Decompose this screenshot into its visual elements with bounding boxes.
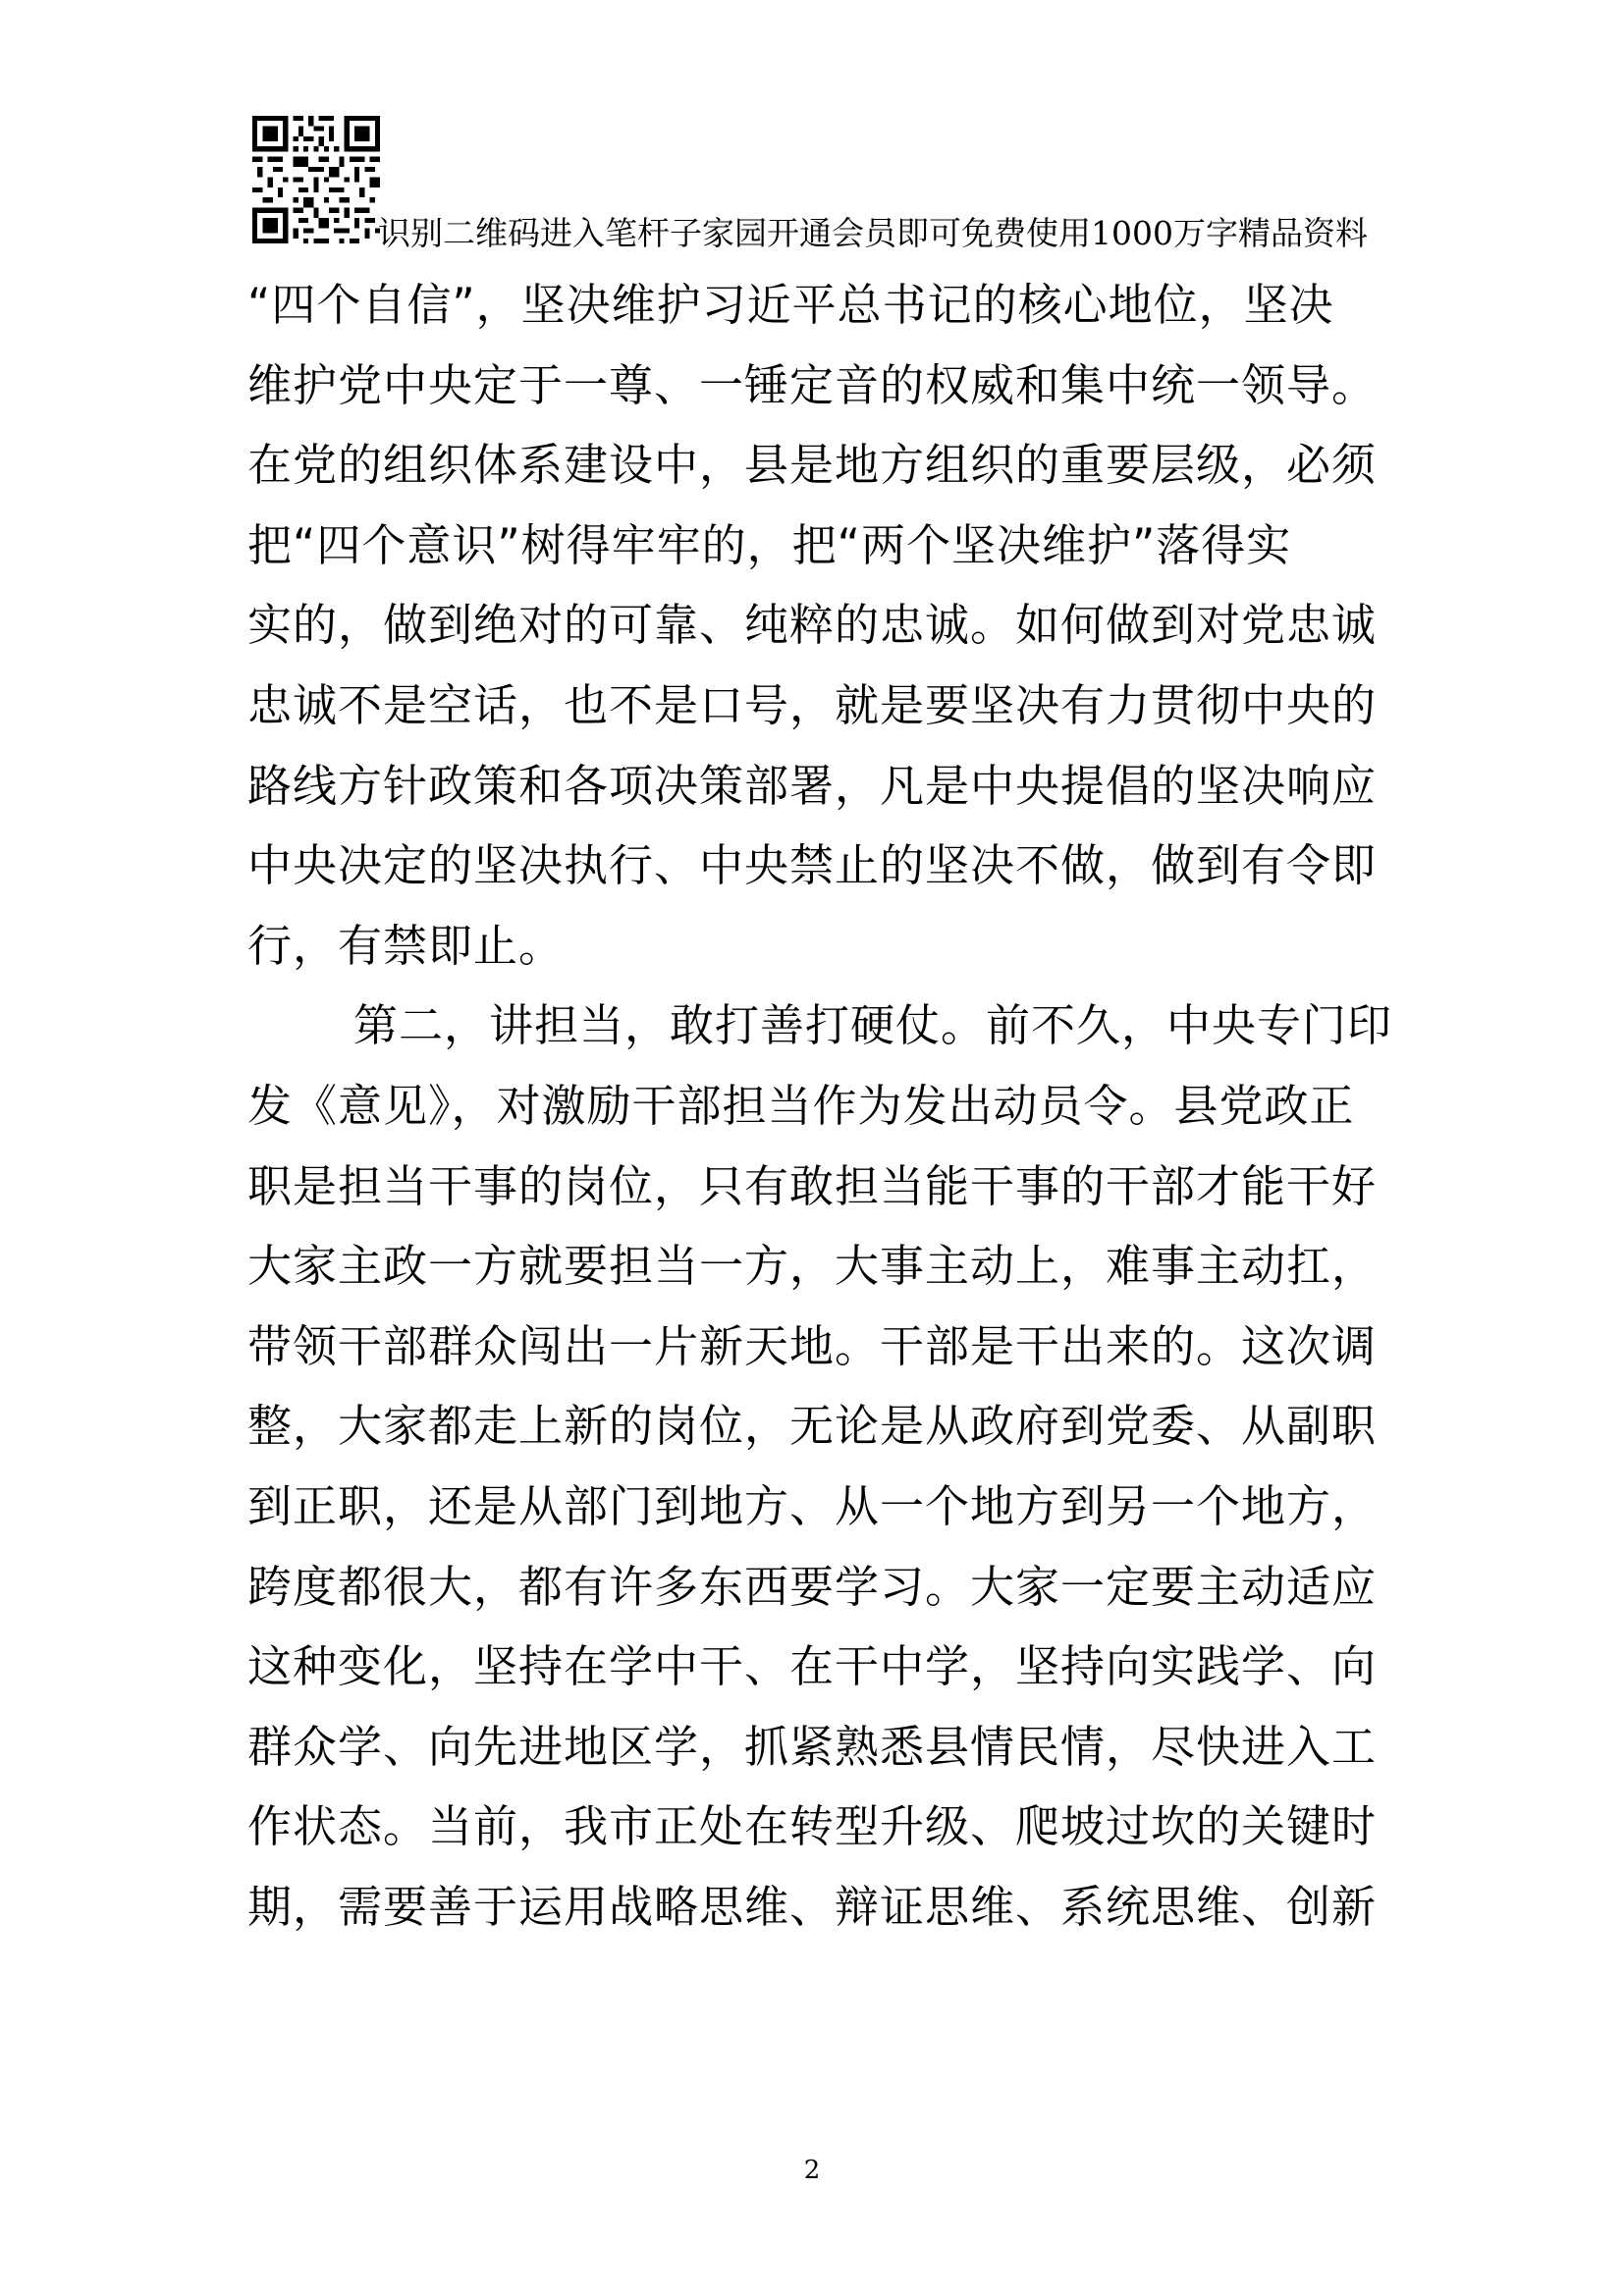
text-line: 到正职，还是从部门到地方、从一个地方到另一个地方， xyxy=(247,1479,1378,1532)
text-line: 实的，做到绝对的可靠、纯粹的忠诚。如何做到对党忠诚 xyxy=(247,599,1378,652)
text-line: 大家主政一方就要担当一方，大事主动上，难事主动扛， xyxy=(247,1240,1378,1293)
header-promo-note: 识别二维码进入笔杆子家园开通会员即可免费使用1000万字精品资料 xyxy=(378,214,1368,252)
text-line: 作状态。当前，我市正处在转型升级、爬坡过坎的关键时 xyxy=(247,1800,1378,1853)
text-line: 发《意见》，对激励干部担当作为发出动员令。县党政正 xyxy=(247,1079,1355,1132)
text-line: “四个自信”，坚决维护习近平总书记的核心地位，坚决 xyxy=(247,279,1334,331)
text-line: 这种变化，坚持在学中干、在干中学，坚持向实践学、向 xyxy=(247,1640,1378,1693)
page-number: 2 xyxy=(803,2156,821,2185)
text-line: 整，大家都走上新的岗位，无论是从政府到党委、从副职 xyxy=(247,1400,1378,1453)
text-line: 忠诚不是空话，也不是口号，就是要坚决有力贯彻中央的 xyxy=(247,678,1378,731)
text-line: 群众学、向先进地区学，抓紧熟悉县情民情，尽快进入工 xyxy=(247,1720,1378,1773)
text-line: 中央决定的坚决执行、中央禁止的坚决不做，做到有令即 xyxy=(247,839,1378,892)
text-line: 维护党中央定于一尊、一锤定音的权威和集中统一领导。 xyxy=(247,358,1378,411)
text-line: 行，有禁即止。 xyxy=(247,919,565,972)
text-line: 带领干部群众闯出一片新天地。干部是干出来的。这次调 xyxy=(247,1319,1378,1372)
text-line: 把“四个意识”树得牢牢的，把“两个坚决维护”落得实 xyxy=(247,518,1292,571)
body-text xyxy=(247,265,1393,1947)
text-line: 期，需要善于运用战略思维、辩证思维、系统思维、创新 xyxy=(247,1880,1378,1933)
paragraph-start-line: 第二，讲担当，敢打善打硬仗。前不久，中央专门印 xyxy=(353,999,1393,1052)
text-line: 跨度都很大，都有许多东西要学习。大家一定要主动适应 xyxy=(247,1560,1378,1613)
text-line: 职是担当干事的岗位，只有敢担当能干事的干部才能干好 xyxy=(247,1159,1378,1212)
text-line: 在党的组织体系建设中，县是地方组织的重要层级，必须 xyxy=(247,439,1378,492)
text-line: 路线方针政策和各项决策部署，凡是中央提倡的坚决响应 xyxy=(247,759,1378,812)
qr-code-icon xyxy=(252,116,380,243)
